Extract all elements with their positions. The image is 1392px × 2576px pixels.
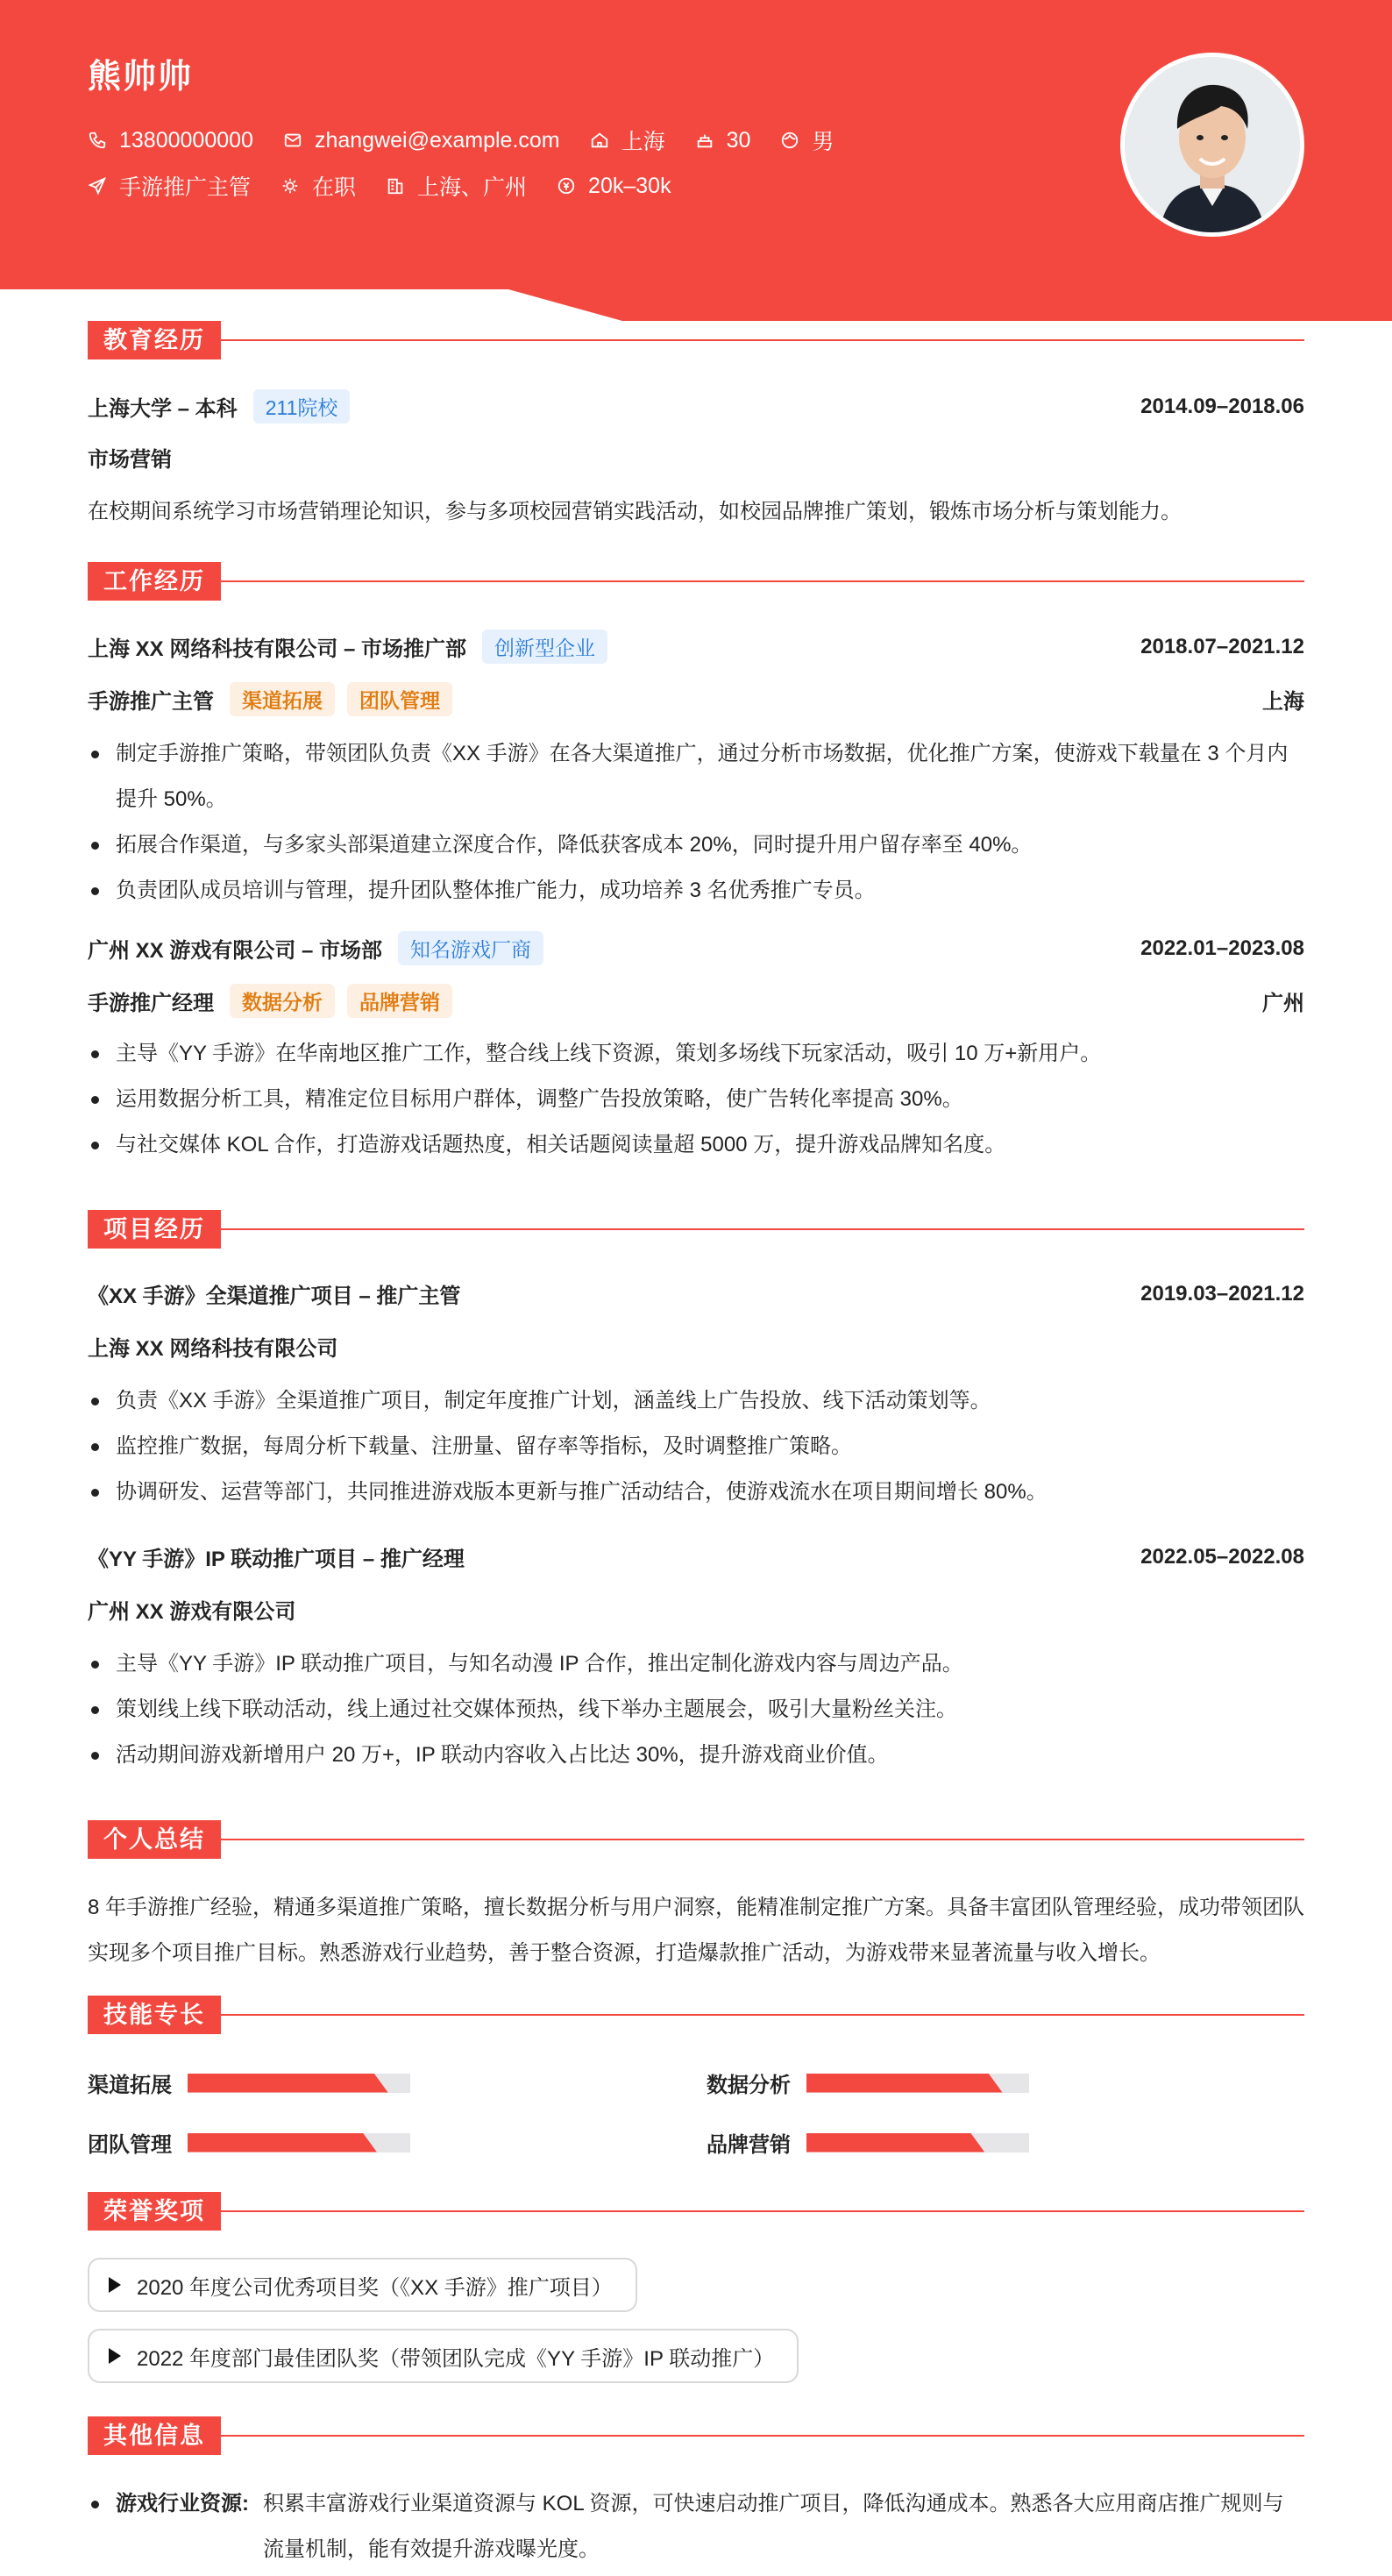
salary-item — [557, 174, 671, 199]
work-company-row — [88, 630, 1304, 664]
project-company: 上海 XX 网络科技有限公司 — [88, 1337, 338, 1361]
coin-icon — [557, 176, 576, 196]
list-item: 负责《XX 手游》全渠道推广项目，制定年度推广计划，涵盖线上广告投放、线下活动策划等。 — [88, 1378, 1304, 1424]
status-text: 在职 — [312, 175, 357, 200]
company-tag: 创新型企业 — [482, 630, 607, 664]
age-text: 30 — [726, 127, 751, 153]
avatar — [1120, 53, 1304, 237]
project-row — [88, 1278, 1304, 1309]
section-divider — [221, 2435, 1304, 2437]
skill-bar — [806, 2074, 1029, 2093]
section-other-header — [88, 2416, 1304, 2455]
section-skills-header — [88, 1996, 1304, 2034]
role-title: 手游推广经理 — [88, 992, 214, 1015]
work-bullets — [88, 1031, 1304, 1168]
skill-bar — [806, 2133, 1029, 2153]
school-tag: 211院校 — [253, 389, 351, 423]
other-info-key: 游戏行业资源: — [116, 2492, 249, 2516]
project-name: 《XX 手游》全渠道推广项目 – 推广主管 — [88, 1284, 461, 1308]
candidate-name: 熊帅帅 — [88, 59, 194, 96]
award-item — [88, 2258, 637, 2312]
skill-bar-fill — [806, 2133, 984, 2153]
gender-text: 男 — [812, 130, 834, 154]
position-text: 手游推广主管 — [119, 175, 252, 200]
section-divider — [221, 2014, 1304, 2016]
section-title: 荣誉奖项 — [88, 2192, 221, 2231]
skill-name: 团队管理 — [88, 2133, 172, 2157]
list-item: 与社交媒体 KOL 合作，打造游戏话题热度，相关话题阅读量超 5000 万，提升游戏品牌知名度。 — [88, 1122, 1304, 1168]
city-item — [590, 125, 665, 156]
email-item — [283, 128, 560, 153]
section-title: 项目经历 — [88, 1210, 221, 1249]
role-tag: 渠道拓展 — [230, 682, 335, 716]
contact-row — [88, 125, 863, 156]
list-item: 制定手游推广策略，带领团队负责《XX 手游》在各大渠道推广，通过分析市场数据，优化推广方案，使游戏下载量在 3 个月内提升 50%。 — [88, 731, 1304, 822]
award-text: 2020 年度公司优秀项目奖（《XX 手游》推广项目） — [137, 2275, 613, 2300]
education-description: 在校期间系统学习市场营销理论知识，参与多项校园营销实践活动，如校园品牌推广策划，锻炼市场分析与策划能力。 — [88, 500, 1182, 523]
section-divider — [221, 339, 1304, 341]
project-bullets — [88, 1378, 1304, 1515]
email-icon — [283, 131, 302, 150]
list-item: 策划线上线下联动活动，线上通过社交媒体预热，线下举办主题展会，吸引大量粉丝关注。 — [88, 1687, 1304, 1733]
award-item — [88, 2329, 799, 2383]
education-date: 2014.09–2018.06 — [1140, 394, 1304, 418]
work-bullets — [88, 731, 1304, 914]
work-location: 上海 — [1262, 690, 1304, 714]
education-row — [88, 389, 1304, 423]
gender-icon — [780, 131, 799, 150]
triangle-icon — [109, 2277, 121, 2293]
section-divider — [221, 2210, 1304, 2212]
list-item: 监控推广数据，每周分析下载量、注册量、留存率等指标，及时调整推广策略。 — [88, 1424, 1304, 1469]
project-bullets — [88, 1641, 1304, 1778]
building-icon — [386, 176, 405, 196]
phone-icon — [88, 131, 107, 150]
target-city-item — [386, 170, 527, 202]
role-tag: 品牌营销 — [347, 984, 452, 1018]
work-role-row — [88, 984, 1304, 1018]
skill-item — [707, 2127, 1029, 2158]
company-name: 广州 XX 游戏有限公司 – 市场部 — [88, 939, 383, 963]
section-divider — [221, 1228, 1304, 1230]
major-row — [88, 442, 1304, 473]
section-summary-header — [88, 1820, 1304, 1859]
list-item: 主导《YY 手游》在华南地区推广工作，整合线上线下资源，策划多场线下玩家活动，吸引 10 万+新用户。 — [88, 1031, 1304, 1077]
section-title: 教育经历 — [88, 321, 221, 359]
phone-item — [88, 128, 253, 153]
section-title: 其他信息 — [88, 2416, 221, 2455]
project-row — [88, 1541, 1304, 1572]
list-item: 运用数据分析工具，精准定位目标用户群体，调整广告投放策略，使广告转化率提高 30%。 — [88, 1077, 1304, 1122]
section-divider — [221, 580, 1304, 582]
role-title: 手游推广主管 — [88, 690, 214, 714]
section-title: 工作经历 — [88, 562, 221, 601]
list-item: 活动期间游戏新增用户 20 万+，IP 联动内容收入占比达 30%，提升游戏商业价值。 — [88, 1733, 1304, 1778]
home-icon — [590, 131, 609, 150]
skill-name: 品牌营销 — [707, 2133, 791, 2157]
avatar-portrait — [1125, 57, 1300, 232]
section-title: 技能专长 — [88, 1996, 221, 2034]
work-date: 2022.01–2023.08 — [1140, 936, 1304, 960]
list-item: 拓展合作渠道，与多家头部渠道建立深度合作，降低获客成本 20%，同时提升用户留存率至 40%。 — [88, 822, 1304, 868]
triangle-icon — [109, 2348, 121, 2364]
bullet-dot — [91, 2501, 99, 2508]
company-name: 上海 XX 网络科技有限公司 – 市场推广部 — [88, 637, 467, 661]
award-text: 2022 年度部门最佳团队奖（带领团队完成《YY 手游》IP 联动推广） — [137, 2346, 775, 2371]
other-info-value: 积累丰富游戏行业渠道资源与 KOL 资源，可快速启动推广项目，降低沟通成本。熟悉各大应用商店推广规则与流量机制，能有效提升游戏曝光度。 — [263, 2492, 1284, 2561]
cake-icon — [695, 131, 714, 150]
skill-name: 渠道拓展 — [88, 2074, 172, 2097]
skill-item — [707, 2067, 1029, 2098]
work-company-row — [88, 931, 1304, 965]
project-company: 广州 XX 游戏有限公司 — [88, 1600, 296, 1624]
skill-bar-fill — [188, 2074, 388, 2093]
skill-bar-fill — [806, 2074, 1003, 2093]
skill-bar — [188, 2074, 410, 2093]
list-item: 协调研发、运营等部门，共同推进游戏版本更新与推广活动结合，使游戏流水在项目期间增长 80%。 — [88, 1469, 1304, 1515]
section-awards-header — [88, 2192, 1304, 2231]
target-city-text: 上海、广州 — [417, 175, 528, 200]
section-work-header — [88, 562, 1304, 601]
role-tag: 数据分析 — [230, 984, 335, 1018]
summary-text: 8 年手游推广经验，精通多渠道推广策略，擅长数据分析与用户洞察，能精准制定推广方案。具备丰富团队管理经验，成功带领团队实现多个项目推广目标。熟悉游戏行业趋势，善于整合资源，打造爆款推广活动，为游戏带来显著流量与收入增长。 — [88, 1896, 1305, 1965]
phone-text: 13800000000 — [119, 127, 253, 153]
skill-name: 数据分析 — [707, 2074, 791, 2097]
work-role-row — [88, 682, 1304, 716]
major: 市场营销 — [88, 448, 172, 472]
status-icon — [281, 176, 300, 196]
job-intent-row — [88, 170, 701, 202]
age-item — [695, 128, 751, 153]
skill-item — [88, 2127, 410, 2158]
section-divider — [221, 1839, 1304, 1840]
section-title: 个人总结 — [88, 1820, 221, 1859]
role-tag: 团队管理 — [347, 682, 452, 716]
school-name: 上海大学 – 本科 — [88, 397, 238, 421]
skill-item — [88, 2067, 410, 2098]
project-name: 《YY 手游》IP 联动推广项目 – 推广经理 — [88, 1548, 465, 1571]
resume-header — [0, 0, 1392, 323]
salary-text: 20k–30k — [588, 173, 671, 198]
send-icon — [88, 176, 107, 196]
work-location: 广州 — [1262, 992, 1304, 1015]
company-tag: 知名游戏厂商 — [398, 931, 543, 965]
gender-item — [780, 125, 834, 156]
position-item — [88, 170, 251, 202]
project-date: 2019.03–2021.12 — [1140, 1281, 1304, 1306]
list-item: 负责团队成员培训与管理，提升团队整体推广能力，成功培养 3 名优秀推广专员。 — [88, 868, 1304, 914]
project-company-row — [88, 1594, 1304, 1625]
work-date: 2018.07–2021.12 — [1140, 634, 1304, 658]
city-text: 上海 — [621, 130, 665, 154]
skill-bar — [188, 2133, 410, 2153]
status-item — [281, 170, 356, 202]
email-text: zhangwei@example.com — [314, 127, 560, 153]
skill-bar-fill — [188, 2133, 377, 2153]
list-item: 主导《YY 手游》IP 联动推广项目，与知名动漫 IP 合作，推出定制化游戏内容与周边产品。 — [88, 1641, 1304, 1687]
section-education-header — [88, 321, 1304, 359]
section-projects-header — [88, 1210, 1304, 1249]
project-company-row — [88, 1331, 1304, 1362]
other-info-item — [88, 2481, 1304, 2572]
project-date: 2022.05–2022.08 — [1140, 1544, 1304, 1569]
